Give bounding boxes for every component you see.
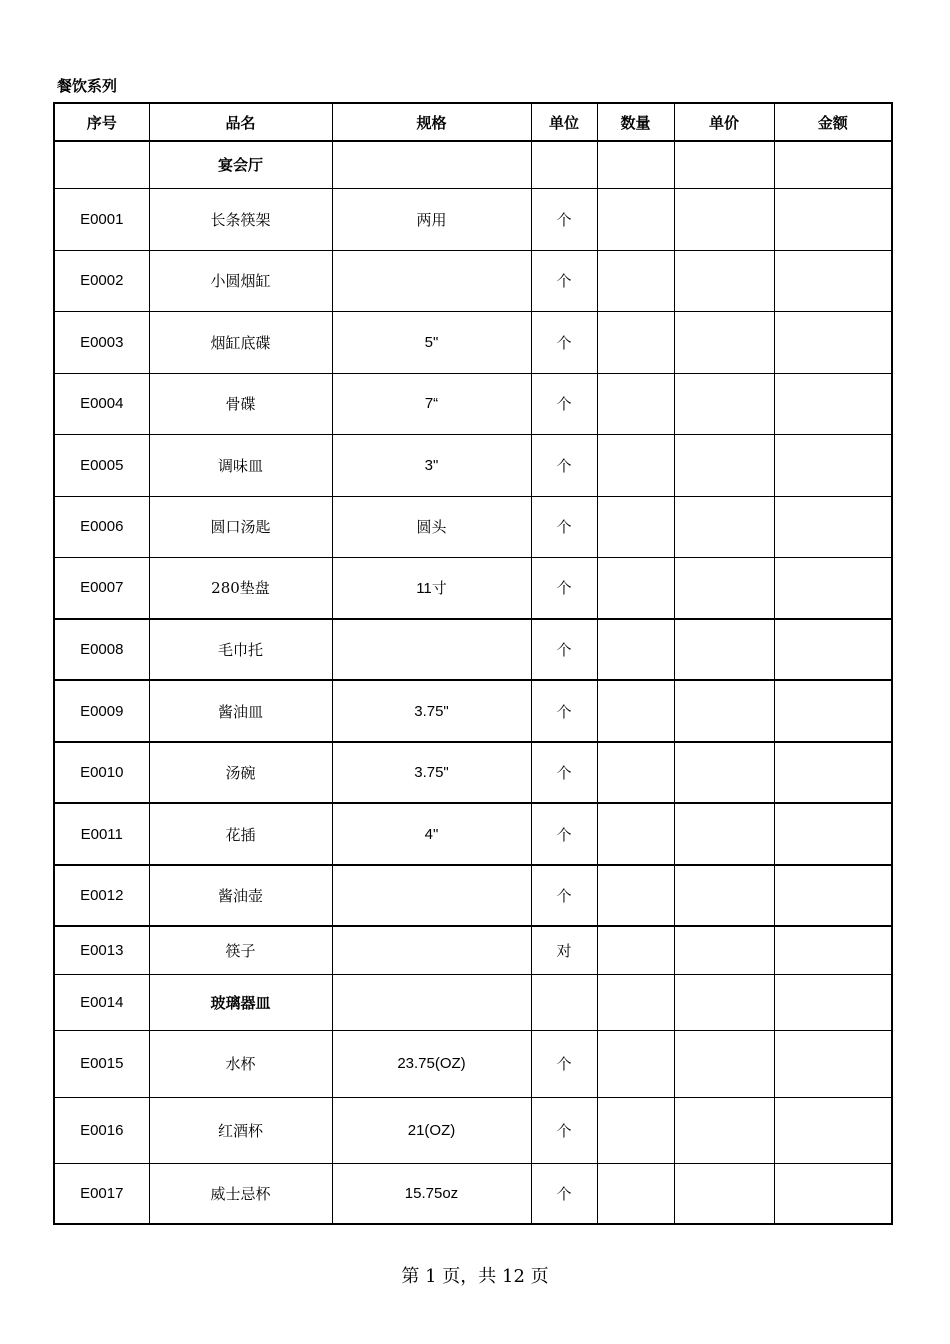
cell-serial: E0014 [54, 974, 149, 1030]
cell-amount [774, 680, 892, 742]
cell-quantity [597, 250, 674, 311]
cell-item-name: 毛巾托 [149, 619, 332, 680]
cell-item-name: 花插 [149, 803, 332, 865]
cell-unit: 个 [531, 742, 597, 803]
cell-unit: 个 [531, 188, 597, 250]
cell-unit-price [674, 250, 774, 311]
document-title: 餐饮系列 [57, 77, 118, 95]
cell-serial [54, 141, 149, 188]
cell-unit-price [674, 1163, 774, 1224]
cell-amount [774, 1030, 892, 1097]
cell-spec: 圆头 [332, 496, 531, 557]
cell-quantity [597, 619, 674, 680]
cell-spec [332, 865, 531, 926]
cell-quantity [597, 974, 674, 1030]
cell-quantity [597, 1097, 674, 1163]
header-cell-quantity: 数量 [597, 103, 674, 141]
cell-serial: E0005 [54, 434, 149, 496]
header-cell-item-name: 品名 [149, 103, 332, 141]
cell-quantity [597, 742, 674, 803]
cell-spec [332, 926, 531, 974]
cell-unit-price [674, 557, 774, 619]
cell-unit-price [674, 974, 774, 1030]
cell-unit: 个 [531, 680, 597, 742]
cell-quantity [597, 373, 674, 434]
table-row [54, 250, 892, 311]
cell-item-name: 280垫盘 [149, 557, 332, 619]
cell-quantity [597, 803, 674, 865]
cell-item-name: 调味皿 [149, 434, 332, 496]
cell-quantity [597, 188, 674, 250]
cell-item-name: 威士忌杯 [149, 1163, 332, 1224]
cell-amount [774, 141, 892, 188]
cell-spec [332, 250, 531, 311]
cell-item-name: 骨碟 [149, 373, 332, 434]
cell-unit: 个 [531, 311, 597, 373]
cell-serial: E0007 [54, 557, 149, 619]
cell-unit-price [674, 311, 774, 373]
cell-serial: E0015 [54, 1030, 149, 1097]
cell-spec: 21(OZ) [332, 1097, 531, 1163]
cell-amount [774, 188, 892, 250]
cell-spec: 23.75(OZ) [332, 1030, 531, 1097]
cell-item-name: 玻璃器皿 [149, 974, 332, 1030]
cell-item-name: 小圆烟缸 [149, 250, 332, 311]
cell-serial: E0016 [54, 1097, 149, 1163]
table-row [54, 680, 892, 742]
cell-item-name: 红酒杯 [149, 1097, 332, 1163]
cell-unit: 个 [531, 803, 597, 865]
cell-unit-price [674, 496, 774, 557]
cell-serial: E0009 [54, 680, 149, 742]
table-row [54, 865, 892, 926]
table-row [54, 619, 892, 680]
cell-amount [774, 926, 892, 974]
cell-unit: 个 [531, 434, 597, 496]
cell-unit: 个 [531, 496, 597, 557]
table-row [54, 742, 892, 803]
cell-quantity [597, 1163, 674, 1224]
cell-unit-price [674, 803, 774, 865]
cell-item-name: 酱油皿 [149, 680, 332, 742]
cell-amount [774, 496, 892, 557]
cell-unit [531, 974, 597, 1030]
cell-amount [774, 865, 892, 926]
cell-quantity [597, 1030, 674, 1097]
cell-unit [531, 141, 597, 188]
cell-serial: E0013 [54, 926, 149, 974]
cell-unit-price [674, 926, 774, 974]
cell-quantity [597, 557, 674, 619]
cell-spec: 3" [332, 434, 531, 496]
cell-unit: 个 [531, 1097, 597, 1163]
cell-amount [774, 434, 892, 496]
cell-quantity [597, 311, 674, 373]
cell-item-name: 宴会厅 [149, 141, 332, 188]
cell-unit: 个 [531, 557, 597, 619]
cell-amount [774, 742, 892, 803]
cell-serial: E0002 [54, 250, 149, 311]
cell-amount [774, 250, 892, 311]
cell-amount [774, 1097, 892, 1163]
table-row [54, 188, 892, 250]
cell-unit-price [674, 141, 774, 188]
cell-serial: E0008 [54, 619, 149, 680]
table-row [54, 434, 892, 496]
table-row [54, 141, 892, 188]
cell-item-name: 水杯 [149, 1030, 332, 1097]
cell-spec: 15.75oz [332, 1163, 531, 1224]
header-cell-unit-price: 单价 [674, 103, 774, 141]
cell-serial: E0006 [54, 496, 149, 557]
cell-item-name: 烟缸底碟 [149, 311, 332, 373]
cell-item-name: 筷子 [149, 926, 332, 974]
cell-spec [332, 974, 531, 1030]
cell-serial: E0011 [54, 803, 149, 865]
cell-spec: 5" [332, 311, 531, 373]
cell-spec: 两用 [332, 188, 531, 250]
cell-quantity [597, 865, 674, 926]
cell-quantity [597, 434, 674, 496]
cell-serial: E0012 [54, 865, 149, 926]
cell-unit-price [674, 434, 774, 496]
inventory-table [53, 102, 893, 1225]
cell-amount [774, 1163, 892, 1224]
cell-unit-price [674, 680, 774, 742]
cell-unit-price [674, 865, 774, 926]
cell-unit: 个 [531, 373, 597, 434]
cell-unit-price [674, 373, 774, 434]
cell-item-name: 汤碗 [149, 742, 332, 803]
cell-item-name: 酱油壶 [149, 865, 332, 926]
cell-spec: 3.75" [332, 742, 531, 803]
cell-unit-price [674, 619, 774, 680]
cell-serial: E0004 [54, 373, 149, 434]
table-header-row [54, 103, 892, 141]
cell-item-name: 长条筷架 [149, 188, 332, 250]
cell-serial: E0017 [54, 1163, 149, 1224]
cell-amount [774, 803, 892, 865]
cell-unit-price [674, 742, 774, 803]
header-cell-amount: 金额 [774, 103, 892, 141]
cell-serial: E0001 [54, 188, 149, 250]
table-row [54, 926, 892, 974]
cell-quantity [597, 926, 674, 974]
table-row [54, 974, 892, 1030]
cell-unit: 个 [531, 250, 597, 311]
cell-quantity [597, 141, 674, 188]
cell-amount [774, 619, 892, 680]
table-row [54, 1030, 892, 1097]
table-row [54, 803, 892, 865]
cell-unit-price [674, 1097, 774, 1163]
cell-spec: 4" [332, 803, 531, 865]
cell-amount [774, 557, 892, 619]
cell-amount [774, 311, 892, 373]
table-row [54, 373, 892, 434]
cell-quantity [597, 496, 674, 557]
table-row [54, 557, 892, 619]
table-row [54, 1097, 892, 1163]
header-cell-spec: 规格 [332, 103, 531, 141]
cell-spec: 7“ [332, 373, 531, 434]
cell-unit: 个 [531, 1030, 597, 1097]
header-cell-unit: 单位 [531, 103, 597, 141]
cell-unit: 个 [531, 1163, 597, 1224]
cell-spec: 3.75" [332, 680, 531, 742]
cell-unit-price [674, 188, 774, 250]
cell-item-name: 圆口汤匙 [149, 496, 332, 557]
table-row [54, 311, 892, 373]
cell-unit: 对 [531, 926, 597, 974]
cell-serial: E0003 [54, 311, 149, 373]
cell-unit-price [674, 1030, 774, 1097]
cell-spec [332, 619, 531, 680]
table-row [54, 496, 892, 557]
cell-unit: 个 [531, 619, 597, 680]
page-footer: 第 1 页，共 12 页 [401, 1266, 549, 1287]
cell-amount [774, 373, 892, 434]
cell-quantity [597, 680, 674, 742]
table-row [54, 1163, 892, 1224]
header-cell-serial: 序号 [54, 103, 149, 141]
cell-unit: 个 [531, 865, 597, 926]
cell-serial: E0010 [54, 742, 149, 803]
cell-spec: 11寸 [332, 557, 531, 619]
cell-spec [332, 141, 531, 188]
cell-amount [774, 974, 892, 1030]
